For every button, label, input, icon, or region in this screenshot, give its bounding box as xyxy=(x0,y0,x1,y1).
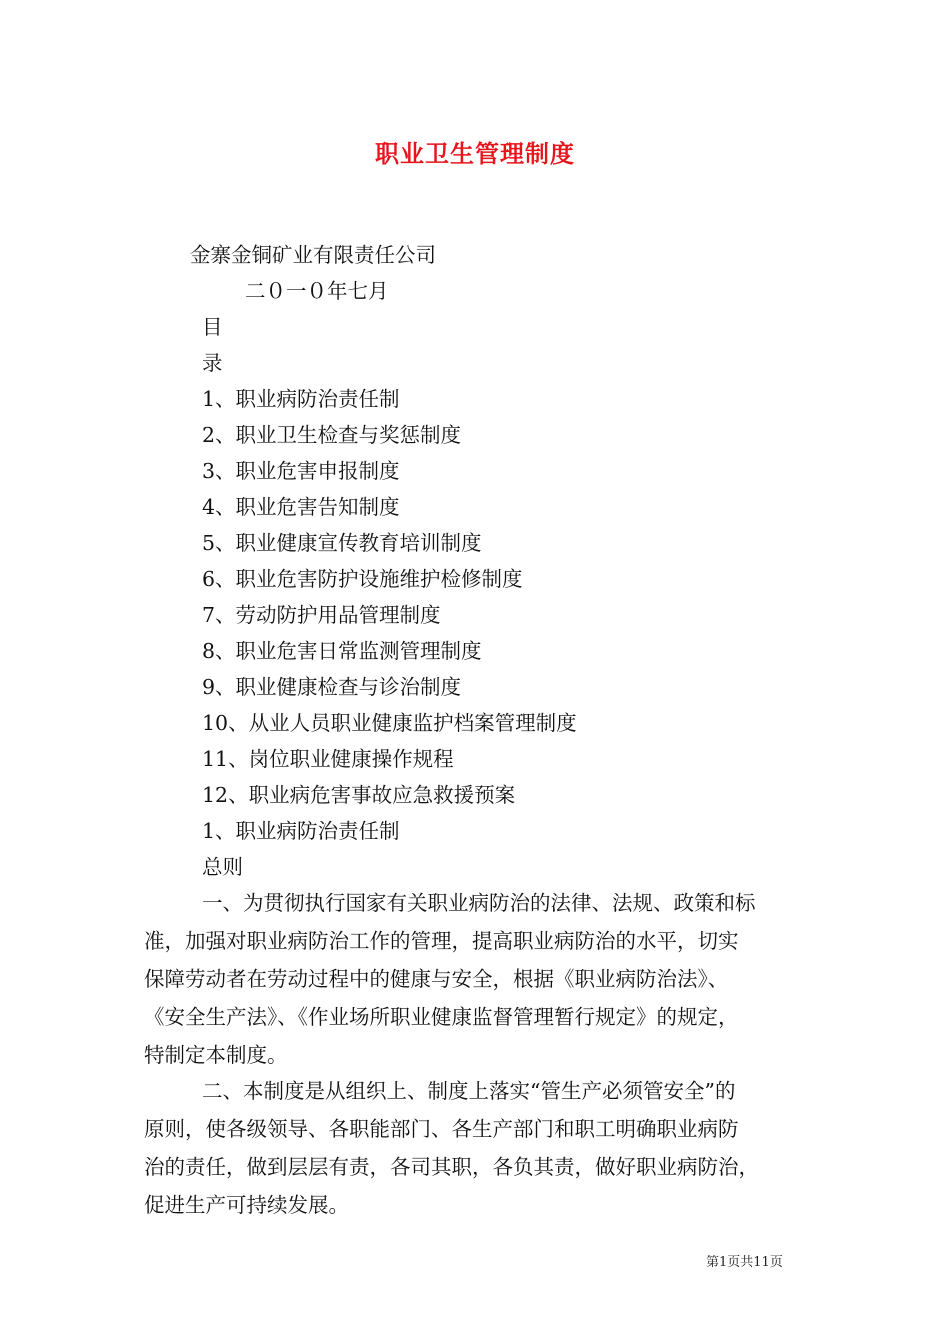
paragraph-line: 保障劳动者在劳动过程中的健康与安全，根据《职业病防治法》、 xyxy=(144,967,729,991)
paragraph-line: 原则，使各级领导、各职能部门、各生产部门和职工明确职业病防 xyxy=(144,1117,739,1141)
toc-item: 8、职业危害日常监测管理制度 xyxy=(202,639,482,663)
toc-item: 10、从业人员职业健康监护档案管理制度 xyxy=(202,711,577,735)
toc-item: 9、职业健康检查与诊治制度 xyxy=(202,675,462,699)
paragraph-line: 特制定本制度。 xyxy=(144,1043,288,1067)
toc-item: 5、职业健康宣传教育培训制度 xyxy=(202,531,482,555)
paragraph-line: 促进生产可持续发展。 xyxy=(144,1193,349,1217)
paragraph-line: 准，加强对职业病防治工作的管理，提高职业病防治的水平，切实 xyxy=(144,929,739,953)
page-number-footer: 第1页共11页 xyxy=(706,1255,783,1270)
document-title: 职业卫生管理制度 xyxy=(375,139,575,168)
section-title: 1、职业病防治责任制 xyxy=(202,819,400,843)
toc-item: 1、职业病防治责任制 xyxy=(202,387,400,411)
toc-item: 4、职业危害告知制度 xyxy=(202,495,400,519)
toc-item: 7、劳动防护用品管理制度 xyxy=(202,603,441,627)
table-of-contents xyxy=(202,386,577,818)
company-name: 金寨金铜矿业有限责任公司 xyxy=(190,243,436,267)
paragraph-1 xyxy=(144,884,824,1074)
toc-heading-char-2: 录 xyxy=(202,351,223,375)
paragraph-line: 二、本制度是从组织上、制度上落实“管生产必须管安全”的 xyxy=(202,1079,736,1103)
toc-item: 6、职业危害防护设施维护检修制度 xyxy=(202,567,523,591)
toc-item: 11、岗位职业健康操作规程 xyxy=(202,747,454,771)
toc-heading-char-1: 目 xyxy=(202,315,223,339)
toc-item: 12、职业病危害事故应急救援预案 xyxy=(202,783,516,807)
document-date: 二０一０年七月 xyxy=(245,279,389,303)
paragraph-2 xyxy=(144,1072,824,1224)
toc-item: 3、职业危害申报制度 xyxy=(202,459,400,483)
toc-item: 2、职业卫生检查与奖惩制度 xyxy=(202,423,462,447)
section-subtitle: 总则 xyxy=(202,855,243,879)
paragraph-line: 《安全生产法》、《作业场所职业健康监督管理暂行规定》的规定， xyxy=(144,1005,739,1029)
paragraph-line: 治的责任，做到层层有责，各司其职，各负其责，做好职业病防治， xyxy=(144,1155,759,1179)
paragraph-line: 一、为贯彻执行国家有关职业病防治的法律、法规、政策和标 xyxy=(202,891,756,915)
